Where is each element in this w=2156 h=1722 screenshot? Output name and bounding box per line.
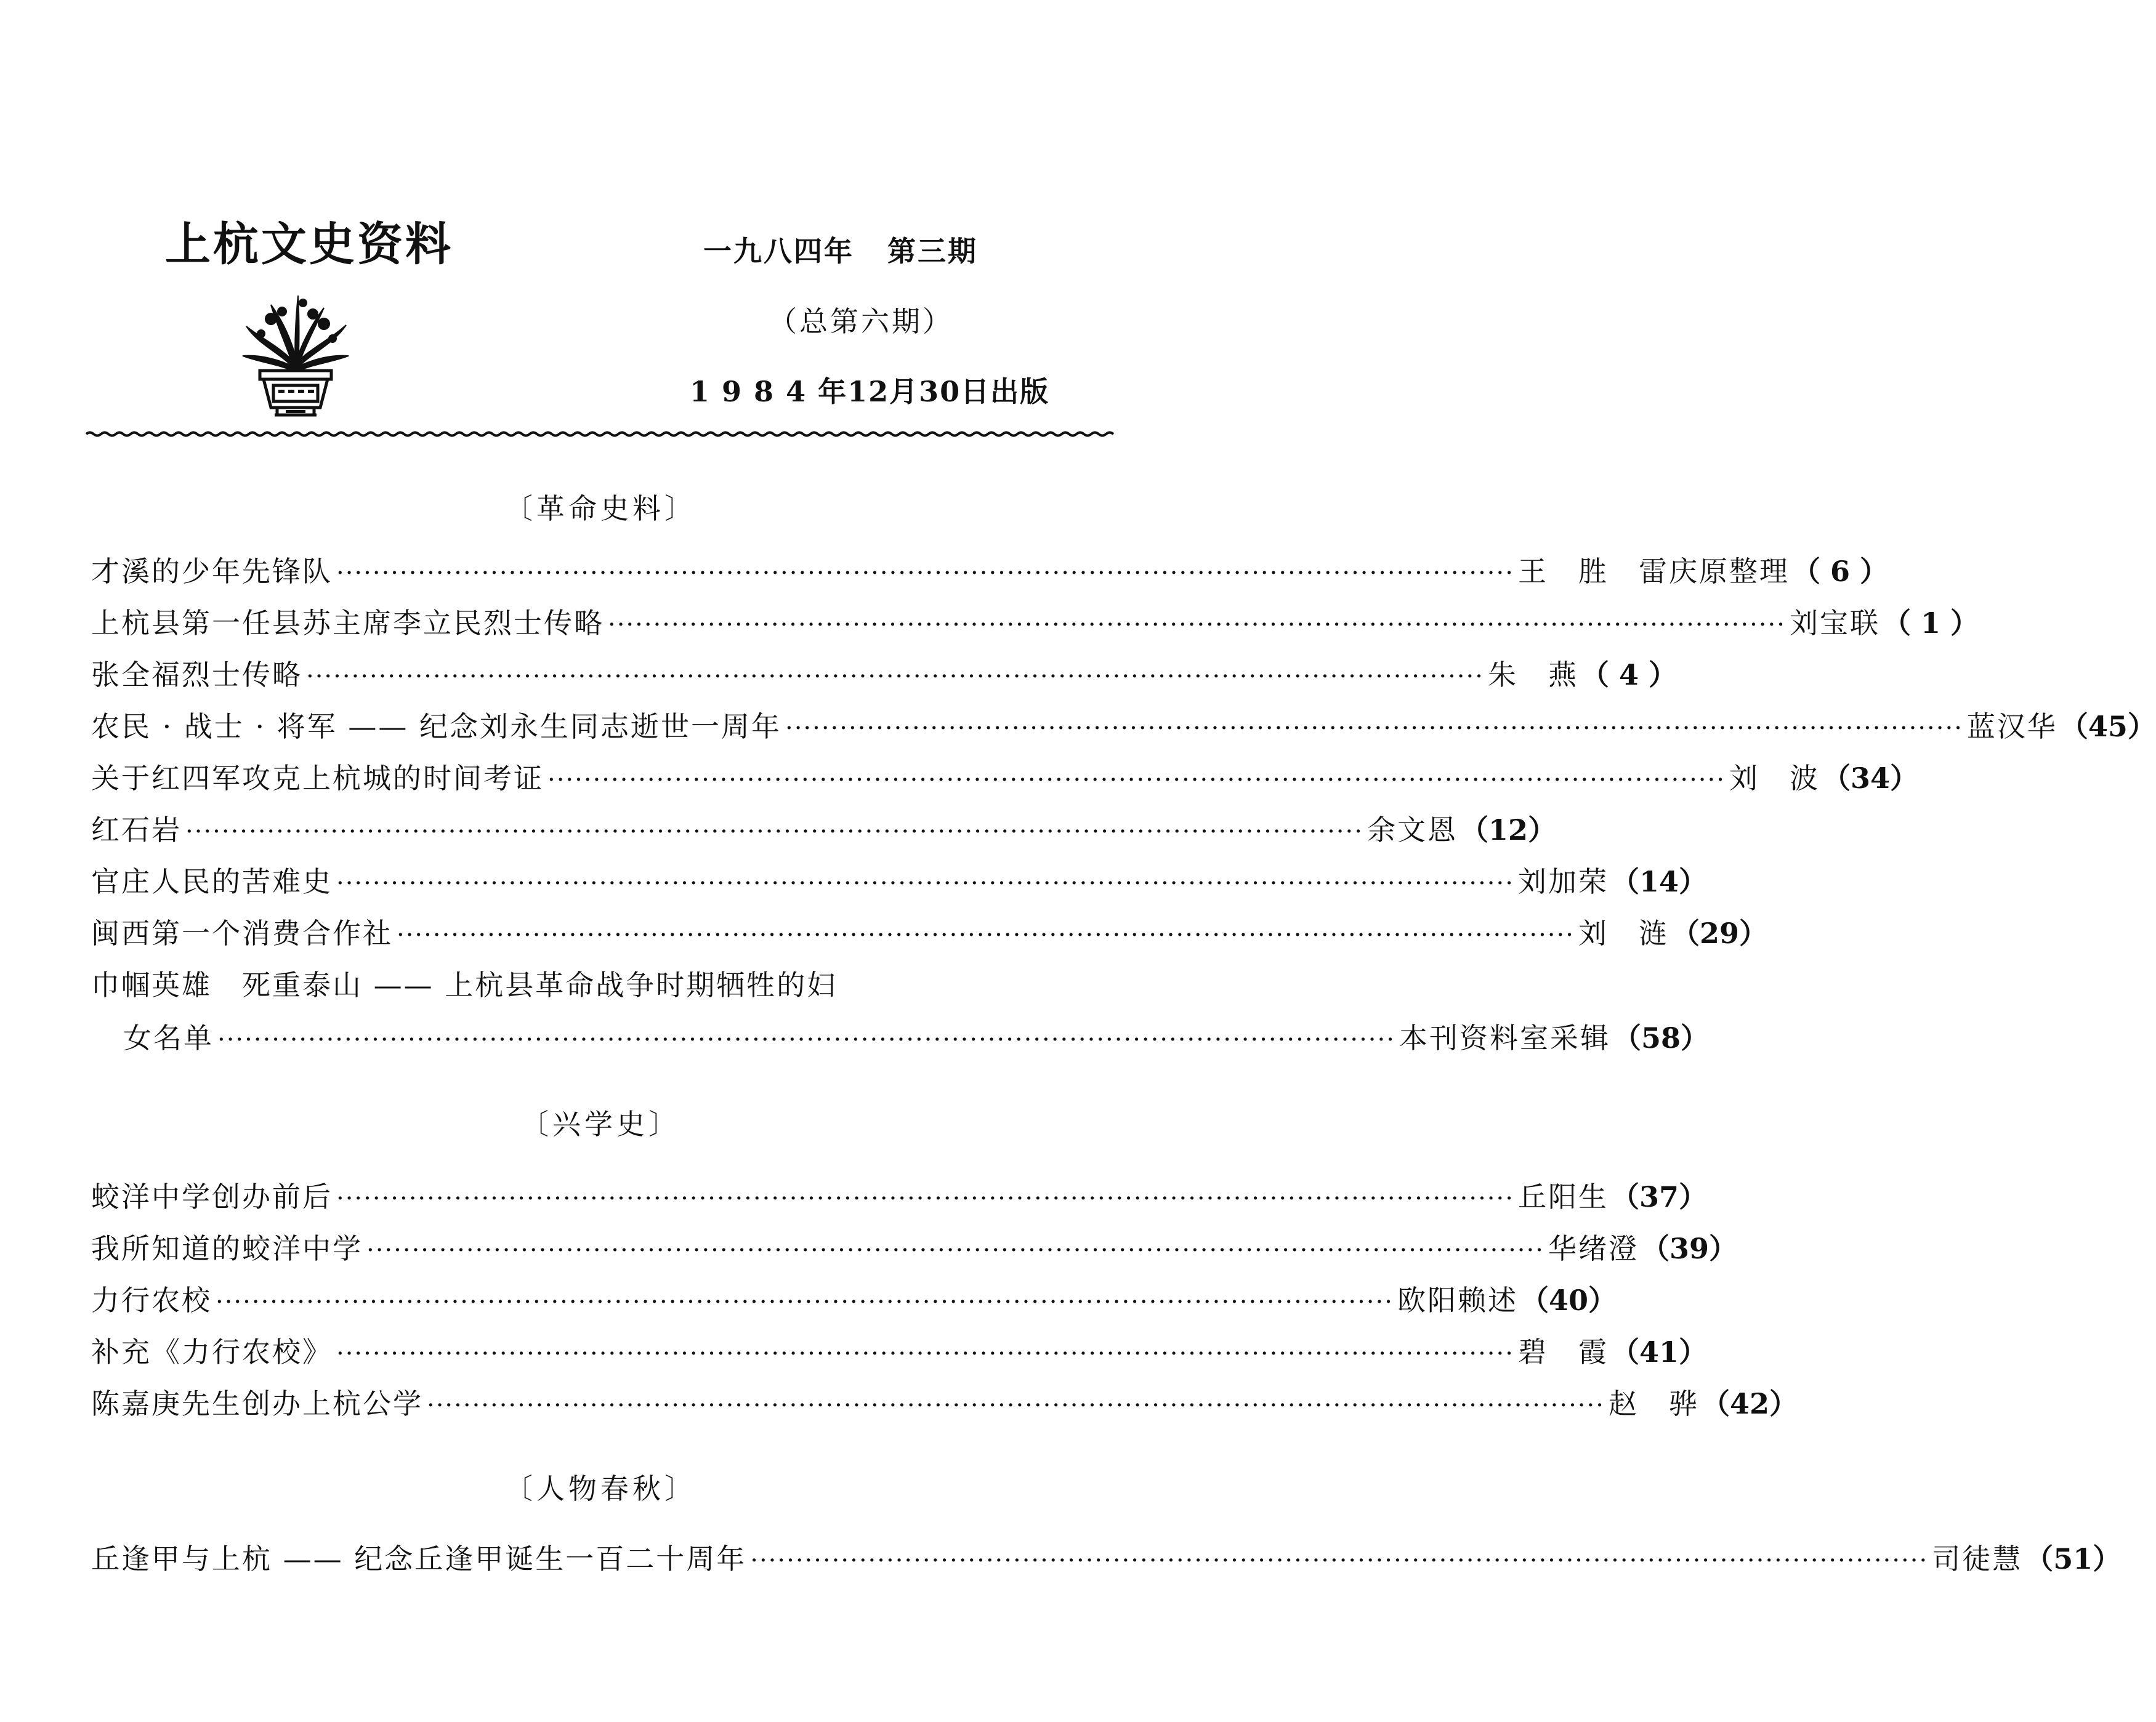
entry-title: 红石岩 — [91, 813, 182, 847]
entry-page: （29） — [1671, 917, 1767, 950]
entry-author: 朱 燕 — [1487, 658, 1578, 691]
entry-page: （42） — [1701, 1387, 1798, 1420]
dot-leader: ·································································································································· — [750, 1547, 1929, 1575]
toc-entry[interactable] — [91, 1175, 1707, 1218]
entry-author: 欧阳赖述 — [1397, 1284, 1518, 1317]
entry-author: 华绪澄 — [1548, 1232, 1639, 1265]
toc-entry[interactable] — [91, 859, 1707, 903]
entry-author: 蓝汉华 — [1966, 710, 2057, 743]
issue-line — [703, 229, 978, 270]
dot-leader: ·································································································································· — [185, 818, 1363, 846]
entry-page: （34） — [1822, 762, 1918, 795]
dot-leader: ·································································································································· — [217, 1026, 1395, 1054]
entry-title: 丘逢甲与上杭 —— 纪念丘逢甲诞生一百二十周年 — [91, 1542, 747, 1575]
entry-page: （14） — [1610, 865, 1707, 898]
entry-author: 刘 波 — [1729, 762, 1820, 795]
entry-title: 关于红四军攻克上杭城的时间考证 — [91, 762, 544, 795]
section-heading-revolution: 〔革命史料〕 — [504, 492, 696, 525]
entry-title: 蛟洋中学创办前后 — [91, 1180, 333, 1213]
journal-title: 上杭文史资料 — [165, 218, 453, 271]
entry-title-line2: 女名单 — [123, 1021, 214, 1055]
total-issue: （总第六期） — [769, 305, 953, 338]
entry-title-line1[interactable]: 巾帼英雄 死重泰山 —— 上杭县革命战争时期牺牲的妇 — [91, 968, 838, 1002]
toc-entry[interactable] — [91, 756, 1918, 799]
toc-entry[interactable] — [91, 549, 1888, 592]
dot-leader: ·································································································································· — [785, 714, 1963, 742]
entry-title: 陈嘉庚先生创办上杭公学 — [91, 1387, 423, 1420]
entry-title: 农民 · 战士 · 将军 —— 纪念刘永生同志逝世一周年 — [91, 710, 781, 743]
dot-leader: ·································································································································· — [306, 662, 1484, 691]
dot-leader: ·································································································································· — [336, 559, 1514, 587]
entry-title: 张全福烈士传略 — [91, 658, 302, 691]
entry-page: （45） — [2059, 710, 2156, 743]
entry-author: 赵 骅 — [1608, 1387, 1699, 1420]
entry-page: （ 1 ） — [1882, 606, 1979, 640]
entry-page: （41） — [1610, 1335, 1707, 1369]
dot-leader: ·································································································································· — [427, 1391, 1605, 1420]
toc-entry[interactable] — [91, 1278, 1617, 1321]
toc-entry[interactable] — [91, 601, 1979, 644]
entry-author: 司徒慧 — [1932, 1542, 2023, 1575]
toc-entry[interactable] — [91, 911, 1767, 954]
entry-page: （40） — [1520, 1284, 1617, 1317]
toc-entry[interactable] — [91, 1537, 2122, 1580]
toc-entry[interactable] — [91, 808, 1556, 851]
entry-page: （51） — [2025, 1542, 2122, 1575]
toc-entry[interactable] — [91, 1382, 1798, 1425]
issue-year: 一九八四年 — [703, 235, 854, 268]
issue-number: 第三期 — [887, 235, 978, 268]
dot-leader: ·································································································································· — [608, 611, 1786, 639]
entry-author: 刘宝联 — [1789, 606, 1880, 640]
entry-title: 才溪的少年先锋队 — [91, 555, 333, 588]
dot-leader: ·································································································································· — [336, 1185, 1514, 1213]
entry-author: 本刊资料室采辑 — [1399, 1021, 1610, 1055]
potted-orchid-icon — [234, 289, 357, 419]
dot-leader: ·································································································································· — [336, 1340, 1514, 1368]
toc-entry[interactable] — [91, 1330, 1707, 1373]
toc-entry[interactable] — [123, 1016, 1709, 1059]
entry-author: 刘 涟 — [1578, 917, 1669, 950]
entry-page: （12） — [1460, 813, 1556, 847]
entry-page: （37） — [1610, 1180, 1707, 1213]
dot-leader: ·································································································································· — [336, 869, 1514, 898]
publish-date: 1 9 8 4 年12月30日出版 — [690, 375, 1050, 408]
entry-author: 碧 霞 — [1517, 1335, 1609, 1369]
header-rule — [86, 430, 1116, 438]
entry-page: （39） — [1641, 1232, 1737, 1265]
dot-leader: ·································································································································· — [397, 921, 1575, 949]
entry-title: 上杭县第一任县苏主席李立民烈士传略 — [91, 606, 604, 640]
dot-leader: ·································································································································· — [547, 766, 1726, 794]
entry-title: 补充《力行农校》 — [91, 1335, 333, 1369]
section-heading-education: 〔兴学史〕 — [520, 1108, 680, 1141]
entry-title: 我所知道的蛟洋中学 — [91, 1232, 363, 1265]
entry-page: （58） — [1612, 1021, 1709, 1055]
section-heading-biographies: 〔人物春秋〕 — [504, 1472, 696, 1505]
entry-page: （ 4 ） — [1580, 658, 1677, 691]
toc-entry[interactable] — [91, 1226, 1737, 1269]
entry-author: 余文恩 — [1367, 813, 1458, 847]
toc-entry[interactable] — [91, 704, 2156, 747]
entry-author: 刘加荣 — [1517, 865, 1609, 898]
entry-author: 丘阳生 — [1517, 1180, 1609, 1213]
toc-entry[interactable] — [91, 653, 1677, 696]
entry-author: 王 胜 雷庆原整理 — [1517, 555, 1790, 588]
entry-title: 闽西第一个消费合作社 — [91, 917, 393, 950]
entry-title: 官庄人民的苦难史 — [91, 865, 333, 898]
dot-leader: ·································································································································· — [366, 1236, 1544, 1265]
entry-page: （ 6 ） — [1791, 555, 1888, 588]
dot-leader: ·································································································································· — [216, 1288, 1394, 1316]
entry-title: 力行农校 — [91, 1284, 212, 1317]
